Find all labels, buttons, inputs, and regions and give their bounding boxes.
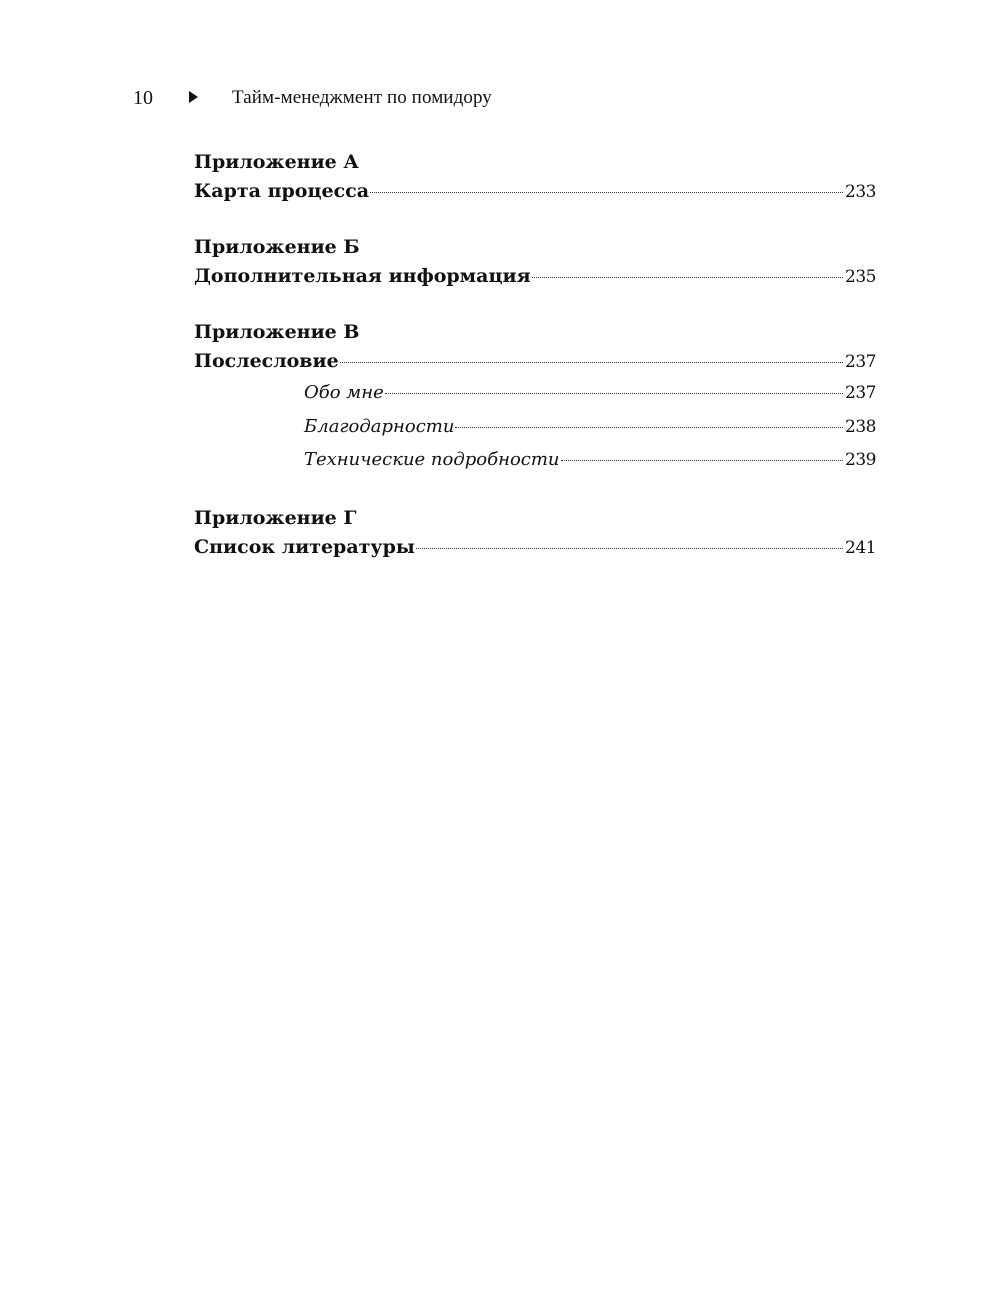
toc-entry-page: 239 [845,450,876,470]
appendix-heading: Приложение Г [194,506,357,529]
toc-entry-page: 235 [845,267,876,287]
dot-leader [340,362,843,363]
toc-entry-label: Список литературы [194,535,415,558]
toc-entry-additional-info[interactable] [194,262,876,291]
toc-subentry-acknowledgements[interactable] [194,410,876,444]
toc-entry-label: Обо мне [304,382,384,403]
toc-entry-page: 237 [845,383,876,403]
toc-entry-afterword[interactable] [194,347,876,376]
appendix-a [194,148,876,206]
toc-entry-bibliography[interactable] [194,533,876,562]
toc-entry-label: Карта процесса [194,180,370,202]
book-title: Тайм-менеджмент по помидору [232,87,492,108]
dot-leader [416,548,843,549]
toc-entry-label: Дополнительная информация [194,265,531,287]
toc-entry-label: Послесловие [194,350,339,372]
dot-leader [532,277,843,278]
toc-entry-page: 241 [845,537,876,558]
appendix-b [194,233,876,291]
appendix-v [194,318,876,477]
running-header [133,84,492,112]
toc-entry-label: Технические подробности [304,449,560,470]
toc-entry-page: 237 [845,352,876,372]
toc-entry-process-map[interactable] [194,177,876,206]
toc-entry-page: 233 [845,182,876,202]
appendix-heading: Приложение Б [194,236,360,258]
page-number: 10 [133,86,153,109]
appendix-g [194,504,876,562]
appendix-heading: Приложение А [194,151,359,173]
toc-subentry-technical-details[interactable] [194,443,876,477]
toc-entry-label: Благодарности [304,415,455,437]
toc-subentry-about-me[interactable] [194,376,876,410]
play-arrow-icon [189,91,198,103]
dot-leader [455,427,843,428]
dot-leader [370,192,843,193]
dot-leader [385,393,843,394]
toc-entry-page: 238 [845,416,876,437]
appendix-heading: Приложение В [194,321,360,343]
dot-leader [561,460,844,461]
table-of-contents [194,148,876,589]
